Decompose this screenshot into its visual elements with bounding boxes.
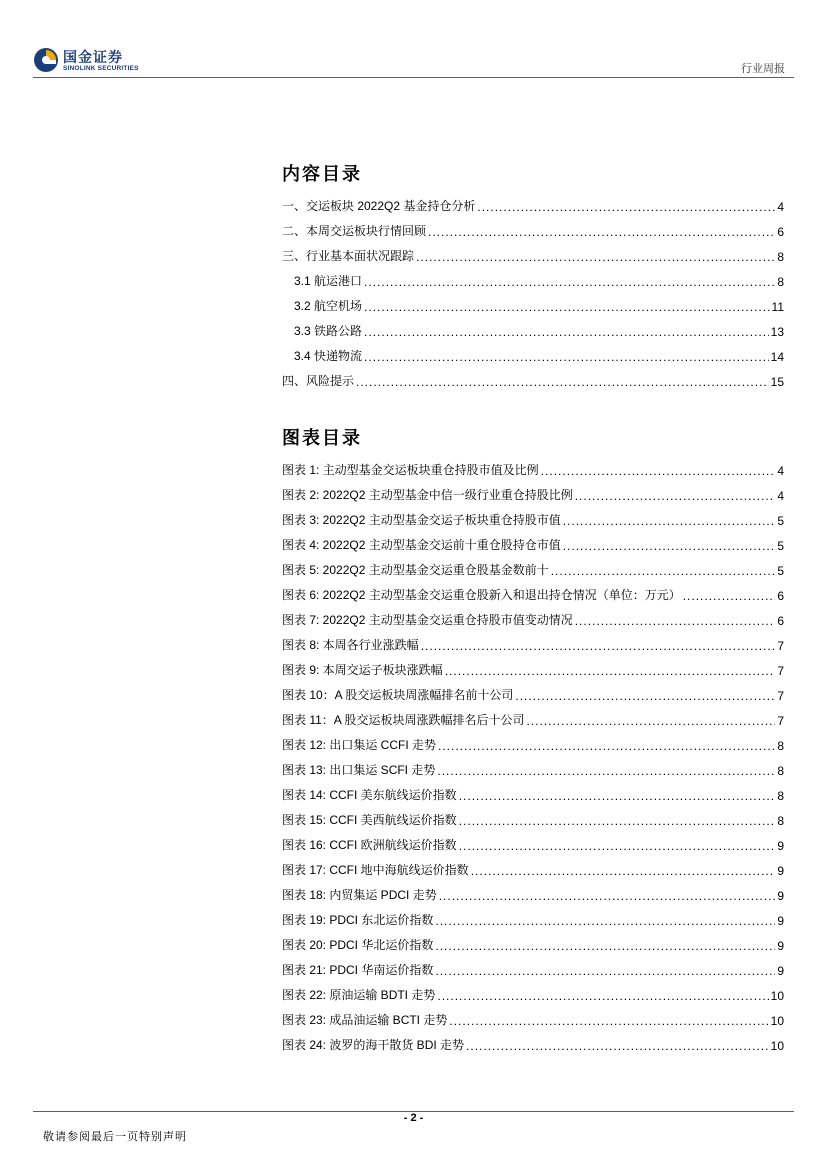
figure-entry-label: 图表 21: PDCI 华南运价指数 <box>282 963 434 977</box>
figure-entry-label: 图表 20: PDCI 华北运价指数 <box>282 938 434 952</box>
dot-leader <box>435 914 775 928</box>
figure-entry-page: 9 <box>777 914 784 928</box>
figure-entry[interactable] <box>282 928 784 953</box>
toc-entry-page: 8 <box>777 275 784 289</box>
figures-section <box>282 453 784 1053</box>
figure-entry-page: 7 <box>777 714 784 728</box>
toc-entry-page: 15 <box>770 375 784 389</box>
figure-entry-page: 8 <box>777 764 784 778</box>
figure-entry-label: 图表 13: 出口集运 SCFI 走势 <box>282 763 436 777</box>
toc-title: 内容目录 <box>282 164 362 184</box>
toc-entry[interactable] <box>282 339 784 364</box>
toc-list <box>282 189 784 389</box>
dot-leader <box>449 1014 768 1028</box>
figure-entry[interactable] <box>282 828 784 853</box>
company-logo <box>33 47 163 77</box>
figure-entry-page: 10 <box>770 1014 784 1028</box>
toc-entry[interactable] <box>282 189 784 214</box>
figure-entry-label: 图表 5: 2022Q2 主动型基金交运重仓股基金数前十 <box>282 563 549 577</box>
page-number: - 2 - <box>403 1112 424 1124</box>
figure-entry-page: 7 <box>777 689 784 703</box>
figure-entry[interactable] <box>282 578 784 603</box>
figure-entry[interactable] <box>282 953 784 978</box>
figure-entry-page: 10 <box>770 1039 784 1053</box>
figure-entry-page: 5 <box>777 564 784 578</box>
dot-leader <box>477 200 775 214</box>
toc-entry[interactable] <box>282 239 784 264</box>
figure-entry-label: 图表 23: 成品油运输 BCTI 走势 <box>282 1013 448 1027</box>
toc-entry[interactable] <box>282 289 784 314</box>
toc-entry[interactable] <box>282 364 784 389</box>
figure-entry-page: 9 <box>777 864 784 878</box>
dot-leader <box>466 1039 769 1053</box>
dot-leader <box>471 864 776 878</box>
figure-entry-label: 图表 9: 本周交运子板块涨跌幅 <box>282 663 443 677</box>
toc-entry[interactable] <box>282 264 784 289</box>
figure-entry-page: 6 <box>777 589 784 603</box>
figure-entry-page: 5 <box>777 539 784 553</box>
figure-entry-page: 8 <box>777 739 784 753</box>
figures-title: 图表目录 <box>282 428 362 448</box>
figure-entry[interactable] <box>282 553 784 578</box>
figure-entry[interactable] <box>282 978 784 1003</box>
figure-entry[interactable] <box>282 728 784 753</box>
dot-leader <box>364 300 770 314</box>
dot-leader <box>575 489 776 503</box>
figure-entry-label: 图表 14: CCFI 美东航线运价指数 <box>282 788 457 802</box>
figure-entry-label: 图表 18: 内贸集运 PDCI 走势 <box>282 888 437 902</box>
figure-entry-page: 4 <box>777 489 784 503</box>
dot-leader <box>563 539 776 553</box>
toc-entry-label: 二、本周交运板块行情回顾 <box>282 224 427 238</box>
figure-entry-page: 8 <box>777 814 784 828</box>
figure-entry-label: 图表 6: 2022Q2 主动型基金交运重仓股新入和退出持仓情况（单位：万元） <box>282 588 681 602</box>
figure-entry-page: 5 <box>777 514 784 528</box>
figure-entry[interactable] <box>282 803 784 828</box>
figure-entry[interactable] <box>282 753 784 778</box>
figure-entry[interactable] <box>282 678 784 703</box>
figure-entry-label: 图表 24: 波罗的海干散货 BDI 走势 <box>282 1038 465 1052</box>
figure-entry-page: 9 <box>777 889 784 903</box>
toc-entry-page: 11 <box>771 300 784 314</box>
dot-leader <box>435 939 775 953</box>
toc-entry[interactable] <box>282 214 784 239</box>
dot-leader <box>435 964 775 978</box>
figure-entry-label: 图表 3: 2022Q2 主动型基金交运子板块重仓持股市值 <box>282 513 561 527</box>
dot-leader <box>439 889 776 903</box>
figure-entry[interactable] <box>282 1028 784 1053</box>
toc-entry-label: 3.1 航运港口 <box>294 274 363 288</box>
toc-entry-label: 3.3 铁路公路 <box>294 324 363 338</box>
dot-leader <box>551 564 776 578</box>
toc-entry-label: 四、风险提示 <box>282 374 355 388</box>
figure-entry-label: 图表 4: 2022Q2 主动型基金交运前十重仓股持仓市值 <box>282 538 561 552</box>
figure-entry[interactable] <box>282 628 784 653</box>
dot-leader <box>364 350 769 364</box>
dot-leader <box>459 814 776 828</box>
figure-entry-label: 图表 8: 本周各行业涨跌幅 <box>282 638 419 652</box>
logo-emblem-icon <box>33 47 59 73</box>
dot-leader <box>421 639 776 653</box>
figure-entry-label: 图表 10：A 股交运板块周涨幅排名前十公司 <box>282 688 514 702</box>
dot-leader <box>515 689 775 703</box>
page-header <box>0 0 827 80</box>
figure-entry-label: 图表 19: PDCI 东北运价指数 <box>282 913 434 927</box>
dot-leader <box>575 614 776 628</box>
dot-leader <box>364 275 775 289</box>
figure-entry-page: 9 <box>777 939 784 953</box>
toc-entry-page: 6 <box>777 225 784 239</box>
figure-entry-label: 图表 22: 原油运输 BDTI 走势 <box>282 988 436 1002</box>
dot-leader <box>563 514 776 528</box>
figure-entry-page: 7 <box>777 664 784 678</box>
figure-entry-page: 6 <box>777 614 784 628</box>
toc-section <box>282 189 784 389</box>
toc-entry-label: 3.2 航空机场 <box>294 299 363 313</box>
disclaimer-text: 敬请参阅最后一页特别声明 <box>43 1131 187 1143</box>
dot-leader <box>356 375 769 389</box>
figure-entry[interactable] <box>282 478 784 503</box>
figure-entry[interactable] <box>282 703 784 728</box>
figure-entry-label: 图表 1: 主动型基金交运板块重仓持股市值及比例 <box>282 463 539 477</box>
dot-leader <box>428 225 775 239</box>
figure-entry[interactable] <box>282 528 784 553</box>
figure-entry-label: 图表 16: CCFI 欧洲航线运价指数 <box>282 838 457 852</box>
dot-leader <box>437 989 768 1003</box>
figure-entry-page: 8 <box>777 789 784 803</box>
toc-entry[interactable] <box>282 314 784 339</box>
figure-entry[interactable] <box>282 878 784 903</box>
toc-entry-label: 三、行业基本面状况跟踪 <box>282 249 415 263</box>
logo-english-name: SINOLINK SECURITIES <box>63 65 139 72</box>
figure-entry[interactable] <box>282 1003 784 1028</box>
figure-entry-label: 图表 12: 出口集运 CCFI 走势 <box>282 738 437 752</box>
dot-leader <box>438 739 775 753</box>
figure-entry-page: 7 <box>777 639 784 653</box>
report-type-label: 行业周报 <box>741 63 785 75</box>
logo-chinese-name: 国金证券 <box>63 49 123 65</box>
figure-entry-label: 图表 17: CCFI 地中海航线运价指数 <box>282 863 469 877</box>
dot-leader <box>437 764 775 778</box>
figure-entry-page: 10 <box>770 989 784 1003</box>
figure-entry-page: 9 <box>777 839 784 853</box>
figure-entry[interactable] <box>282 503 784 528</box>
toc-entry-label: 一、交运板块 2022Q2 基金持仓分析 <box>282 199 476 213</box>
dot-leader <box>541 464 776 478</box>
header-divider <box>33 77 794 78</box>
toc-entry-label: 3.4 快递物流 <box>294 349 363 363</box>
dot-leader <box>459 789 776 803</box>
figure-entry[interactable] <box>282 853 784 878</box>
dot-leader <box>364 325 769 339</box>
dot-leader <box>459 839 776 853</box>
toc-entry-page: 4 <box>777 200 784 214</box>
toc-entry-page: 8 <box>777 250 784 264</box>
figure-entry[interactable] <box>282 453 784 478</box>
figures-list <box>282 453 784 1053</box>
toc-entry-page: 14 <box>770 350 784 364</box>
dot-leader <box>445 664 776 678</box>
figure-entry[interactable] <box>282 603 784 628</box>
figure-entry-label: 图表 2: 2022Q2 主动型基金中信一级行业重仓持股比例 <box>282 488 573 502</box>
figure-entry-label: 图表 11：A 股交运板块周涨跌幅排名后十公司 <box>282 713 525 727</box>
figure-entry[interactable] <box>282 903 784 928</box>
dot-leader <box>526 714 775 728</box>
figure-entry-label: 图表 7: 2022Q2 主动型基金交运重仓持股市值变动情况 <box>282 613 573 627</box>
figure-entry-label: 图表 15: CCFI 美西航线运价指数 <box>282 813 457 827</box>
dot-leader <box>416 250 775 264</box>
dot-leader <box>683 589 776 603</box>
figure-entry[interactable] <box>282 653 784 678</box>
figure-entry[interactable] <box>282 778 784 803</box>
figure-entry-page: 4 <box>777 464 784 478</box>
figure-entry-page: 9 <box>777 964 784 978</box>
toc-entry-page: 13 <box>770 325 784 339</box>
